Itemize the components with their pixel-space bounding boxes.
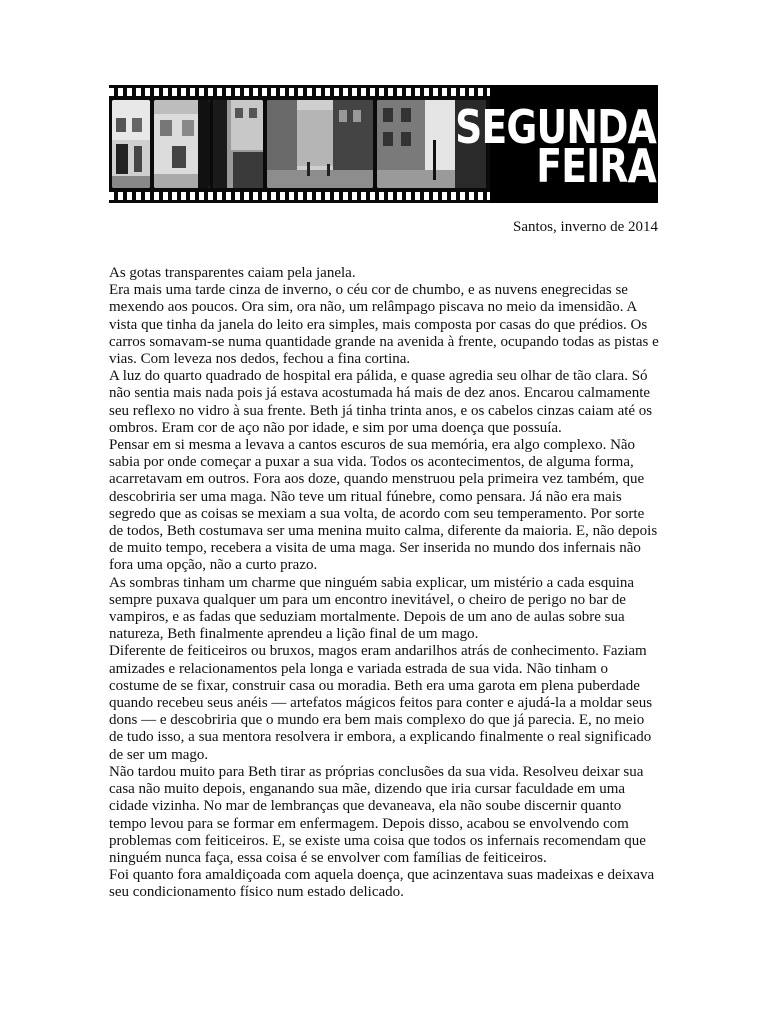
- paragraph: Não tardou muito para Beth tirar as próprias conclusões da sua vida. Resolveu deixar sua casa não muito depois, enganando sua mãe, dizendo que iria cursar faculdade em uma cidade vizinha. No mar de lembranças que devaneava, ela não soube discernir quanto tempo levou para se formar em enfermagem. Depois disso, acabou se envolvendo com problemas com feiticeiros. E, se existe uma coisa que todos os infernais recomendam que ninguém nunca faça, essa coisa é se envolver com famílias de feiticeiros.: [109, 763, 646, 866]
- banner-title-block: [455, 85, 658, 203]
- paragraph: Foi quanto fora amaldiçoada com aquela doença, que acinzentava suas madeixas e deixava seu condicionamento físico num estado delicado.: [109, 867, 655, 901]
- header-banner: [109, 85, 658, 203]
- photo-frame-4: [267, 100, 373, 188]
- film-sprocket-holes-bottom: [109, 192, 490, 200]
- banner-title-line-1: SEGUNDA: [455, 100, 656, 154]
- banner-title-line-2: FEIRA: [536, 139, 656, 193]
- paragraph: Diferente de feiticeiros ou bruxos, magos eram andarilhos atrás de conhecimento. Faziam amizades e relacionamentos pela longa e variada estrada de sua vida. Não tinham o costume de se fixar, construir casa ou moradia. Beth era uma garota em plena puberdade quando recebeu seus anéis — artefatos mágicos feitos para conter e ajudá-la a moldar seus dons — e descobriria que o mundo era bem mais complexo do que já parecia. E, no meio de tudo isso, a sua mentora resolvera ir embora, a explicando finalmente o real significado de ser um mago.: [109, 643, 653, 763]
- paragraph: Pensar em si mesma a levava a cantos escuros de sua memória, era algo complexo. Não sabia por onde começar a puxar a sua vida. Todos os acontecimentos, de alguma forma, acarretavam em outros. Fora aos doze, quando menstruou pela primeira vez também, que descobriria ser uma maga. Não teve um ritual fúnebre, como pensara. Já não era mais segredo que as coisas se mexiam a sua volta, de acordo com seu temperamento. Por sorte de todos, Beth costumava ser uma menina muito calma, diferente da maioria. E, não depois de muito tempo, recebera a visita de uma maga. Ser inserida no mundo dos infernais não fora uma opção, não a curto prazo.: [109, 437, 658, 574]
- paragraph: A luz do quarto quadrado de hospital era pálida, e quase agredia seu olhar de tão clara. Só não sentia mais nada pois já estava acostumada há mais de dez anos. Encarou calmamente seu reflexo no vidro à sua frente. Beth já tinha trinta anos, e os cabelos cinzas caiam até os ombros. Eram cor de aço não por idade, e sim por uma doença que possuía.: [109, 368, 653, 436]
- paragraph: Era mais uma tarde cinza de inverno, o céu cor de chumbo, e as nuvens enegrecidas se mexendo aos poucos. Ora sim, ora não, um relâmpago piscava no meio da imensidão. A vista que tinha da janela do leito era simples, mais composta por casas do que prédios. Os carros somavam-se numa quantidade grande na avenida à frente, ocupando todas as pistas e vias. Com leveza nos dedos, fechou a fina cortina.: [109, 282, 659, 368]
- film-sprocket-holes-top: [109, 88, 490, 96]
- dateline: Santos, inverno de 2014: [513, 219, 658, 235]
- photo-frame-3: [213, 100, 263, 188]
- filmstrip-photo: [109, 85, 490, 203]
- photo-frame-2: [154, 100, 210, 188]
- paragraph: As sombras tinham um charme que ninguém sabia explicar, um mistério a cada esquina sempre puxava qualquer um para um encontro inevitável, o cheiro de perigo no bar de vampiros, e as fadas que seduziam mortalmente. Depois de um ano de aulas sobre sua natureza, Beth finalmente aprendeu a lição final de um mago.: [109, 574, 635, 643]
- story-body: [109, 265, 661, 902]
- paragraph: As gotas transparentes caiam pela janela.: [109, 265, 356, 281]
- photo-frame-1: [112, 100, 150, 188]
